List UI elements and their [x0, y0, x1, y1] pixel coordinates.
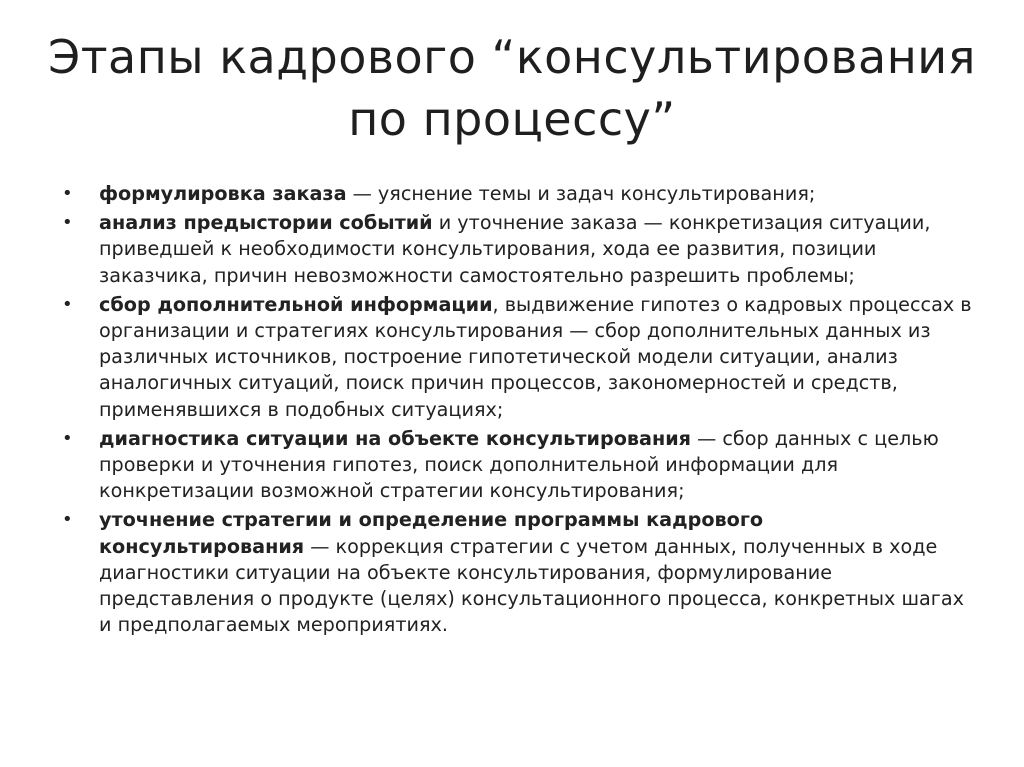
- bullet-text: — уяснение темы и задач консультирования;: [346, 182, 816, 205]
- bullet-list: [62, 181, 972, 641]
- bullet-icon: [62, 426, 82, 452]
- bullet-term: уточнение стратегии и определение программы кадрового консультирования: [99, 508, 764, 558]
- bullet-item: [62, 210, 972, 289]
- bullet-text: , выдвижение гипотез о кадровых процессах в организации и стратегиях консультирования — сбор дополнительных данных из различных источников, построение гипотетической модели ситуации, анализ аналогичных ситуаций, поиск причин процессов, закономерностей и средств, применявшихся в подобных ситуациях;: [99, 292, 972, 421]
- bullet-term: формулировка заказа: [99, 182, 347, 205]
- bullet-text: — сбор данных с целью проверки и уточнения гипотез, поиск дополнительной информации для конкретизации возможной стратегии консультирования;: [99, 426, 939, 503]
- title-line-1: Этапы кадрового “консультирования: [48, 30, 976, 84]
- bullet-item: [62, 181, 972, 207]
- bullet-term: анализ предыстории событий: [99, 211, 433, 235]
- bullet-icon: [62, 292, 82, 318]
- bullet-term: сбор дополнительной информации: [99, 292, 493, 316]
- slide-title: [40, 26, 984, 150]
- bullet-icon: [62, 181, 82, 207]
- bullet-item: [62, 426, 972, 505]
- bullet-term: диагностика ситуации на объекте консультирования: [99, 426, 691, 450]
- bullet-item: [62, 507, 972, 638]
- bullet-item: [62, 292, 972, 423]
- bullet-text: — коррекция стратегии с учетом данных, полученных в ходе диагностики ситуации на объекте консультирования, формулирование представления о продукте (целях) консультационного процесса, конкретных шагах и предполагаемых мероприятиях.: [99, 534, 964, 637]
- bullet-icon: [62, 210, 82, 236]
- title-line-2: по процессу”: [348, 92, 676, 146]
- bullet-text: и уточнение заказа — конкретизация ситуации, приведшей к необходимости консультирования, хода ее развития, позиции заказчика, причин невозможности самостоятельно разрешить проблемы;: [99, 211, 931, 287]
- bullet-icon: [62, 507, 82, 533]
